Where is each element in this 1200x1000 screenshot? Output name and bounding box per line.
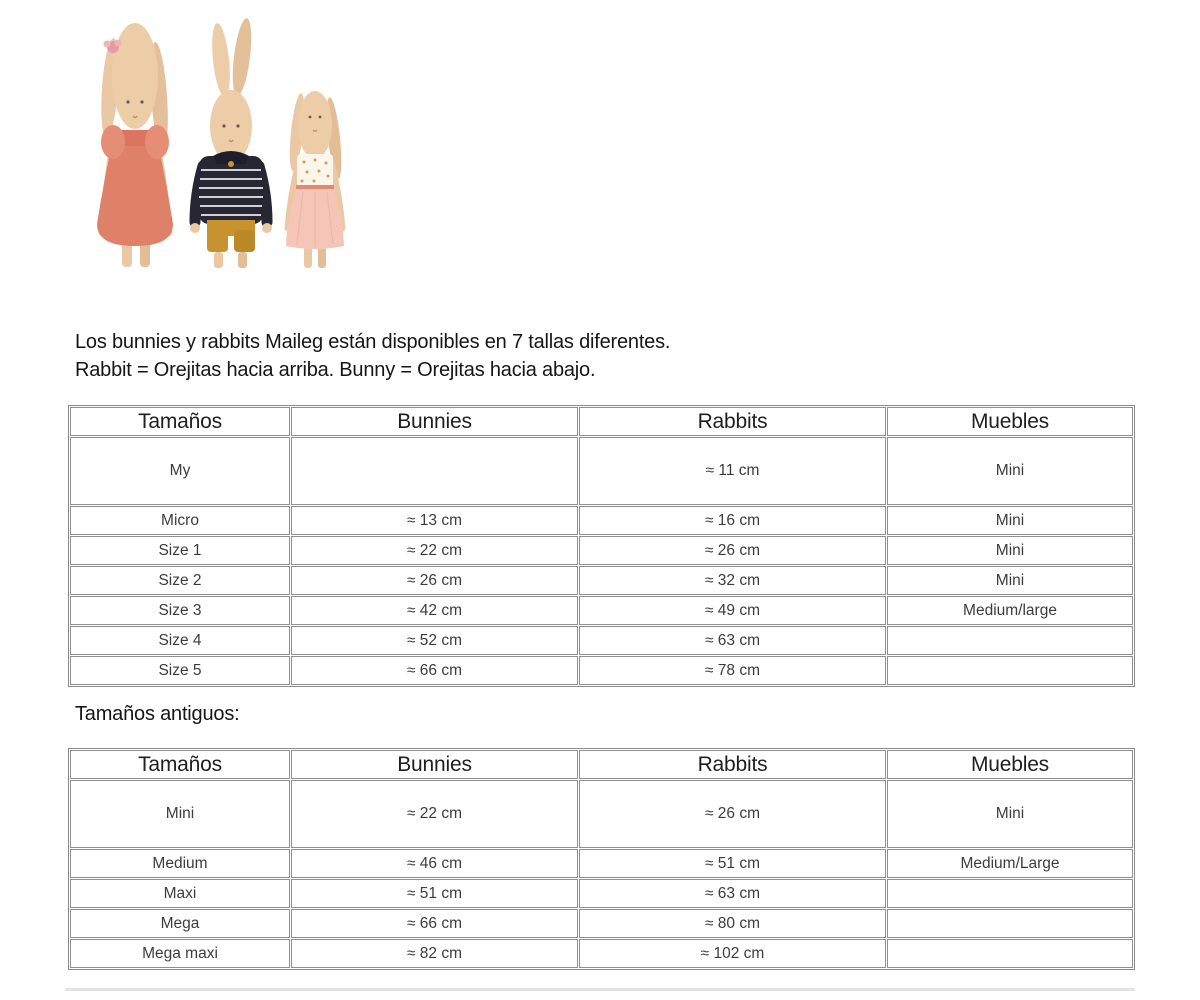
column-header: Tamaños (70, 750, 290, 779)
table-row (70, 656, 1133, 685)
table-cell: ≈ 26 cm (291, 566, 578, 595)
table-cell: ≈ 82 cm (291, 939, 578, 968)
bunny-large (97, 23, 173, 267)
rabbit-medium (190, 17, 272, 268)
table-row (70, 536, 1133, 565)
table-row (70, 879, 1133, 908)
table-cell (887, 909, 1133, 938)
table-row (70, 626, 1133, 655)
column-header: Rabbits (579, 407, 886, 436)
table-cell: ≈ 63 cm (579, 626, 886, 655)
table-cell (291, 437, 578, 505)
table-cell: Size 1 (70, 536, 290, 565)
table-cell: ≈ 13 cm (291, 506, 578, 535)
table-cell: Mega maxi (70, 939, 290, 968)
table-cell: ≈ 51 cm (291, 879, 578, 908)
old-sizes-heading: Tamaños antiguos: (75, 703, 240, 725)
table-header-row (70, 750, 1133, 779)
table-cell: Mini (70, 780, 290, 848)
column-header: Bunnies (291, 750, 578, 779)
table-row (70, 849, 1133, 878)
table-cell: Size 4 (70, 626, 290, 655)
table-row (70, 596, 1133, 625)
column-header: Bunnies (291, 407, 578, 436)
table-cell (887, 939, 1133, 968)
table-cell: My (70, 437, 290, 505)
table-cell: ≈ 63 cm (579, 879, 886, 908)
table-cell: Size 2 (70, 566, 290, 595)
table-row (70, 939, 1133, 968)
table-row (70, 909, 1133, 938)
table-cell: ≈ 49 cm (579, 596, 886, 625)
table-cell: Size 5 (70, 656, 290, 685)
table-cell: ≈ 66 cm (291, 909, 578, 938)
column-header: Rabbits (579, 750, 886, 779)
size-table-current (68, 405, 1135, 687)
maileg-dolls-illustration (85, 14, 365, 270)
table-cell: ≈ 26 cm (579, 536, 886, 565)
table-cell: ≈ 46 cm (291, 849, 578, 878)
table-cell: ≈ 26 cm (579, 780, 886, 848)
table-cell: Mini (887, 566, 1133, 595)
table-cell: ≈ 16 cm (579, 506, 886, 535)
table-cell: ≈ 11 cm (579, 437, 886, 505)
table-cell: ≈ 66 cm (291, 656, 578, 685)
table-cell: ≈ 51 cm (579, 849, 886, 878)
table-cell (887, 626, 1133, 655)
intro-paragraph (75, 328, 670, 384)
bottom-divider (65, 988, 1135, 991)
table-cell: ≈ 32 cm (579, 566, 886, 595)
table-cell: Maxi (70, 879, 290, 908)
table-cell: Size 3 (70, 596, 290, 625)
table-cell: Mini (887, 437, 1133, 505)
table-row (70, 437, 1133, 505)
maileg-dolls-photo (85, 14, 365, 270)
table-cell: Micro (70, 506, 290, 535)
table-cell: ≈ 22 cm (291, 536, 578, 565)
column-header: Muebles (887, 407, 1133, 436)
table-cell: ≈ 22 cm (291, 780, 578, 848)
intro-line-2: Rabbit = Orejitas hacia arriba. Bunny = Orejitas hacia abajo. (75, 359, 596, 381)
table-cell: Mega (70, 909, 290, 938)
table-row (70, 566, 1133, 595)
table-cell: Mini (887, 536, 1133, 565)
table-row (70, 780, 1133, 848)
table-cell (887, 879, 1133, 908)
table-cell: ≈ 80 cm (579, 909, 886, 938)
table-header-row (70, 407, 1133, 436)
table-cell: ≈ 42 cm (291, 596, 578, 625)
table-cell: Medium (70, 849, 290, 878)
table-cell: Medium/Large (887, 849, 1133, 878)
table-cell: ≈ 52 cm (291, 626, 578, 655)
table-cell: ≈ 102 cm (579, 939, 886, 968)
intro-line-1: Los bunnies y rabbits Maileg están disponibles en 7 tallas diferentes. (75, 331, 671, 353)
column-header: Muebles (887, 750, 1133, 779)
table-cell (887, 656, 1133, 685)
table-cell: Mini (887, 506, 1133, 535)
column-header: Tamaños (70, 407, 290, 436)
table-row (70, 506, 1133, 535)
size-table-old (68, 748, 1135, 970)
table-cell: ≈ 78 cm (579, 656, 886, 685)
table-cell: Mini (887, 780, 1133, 848)
bunny-small (286, 91, 344, 268)
table-cell: Medium/large (887, 596, 1133, 625)
